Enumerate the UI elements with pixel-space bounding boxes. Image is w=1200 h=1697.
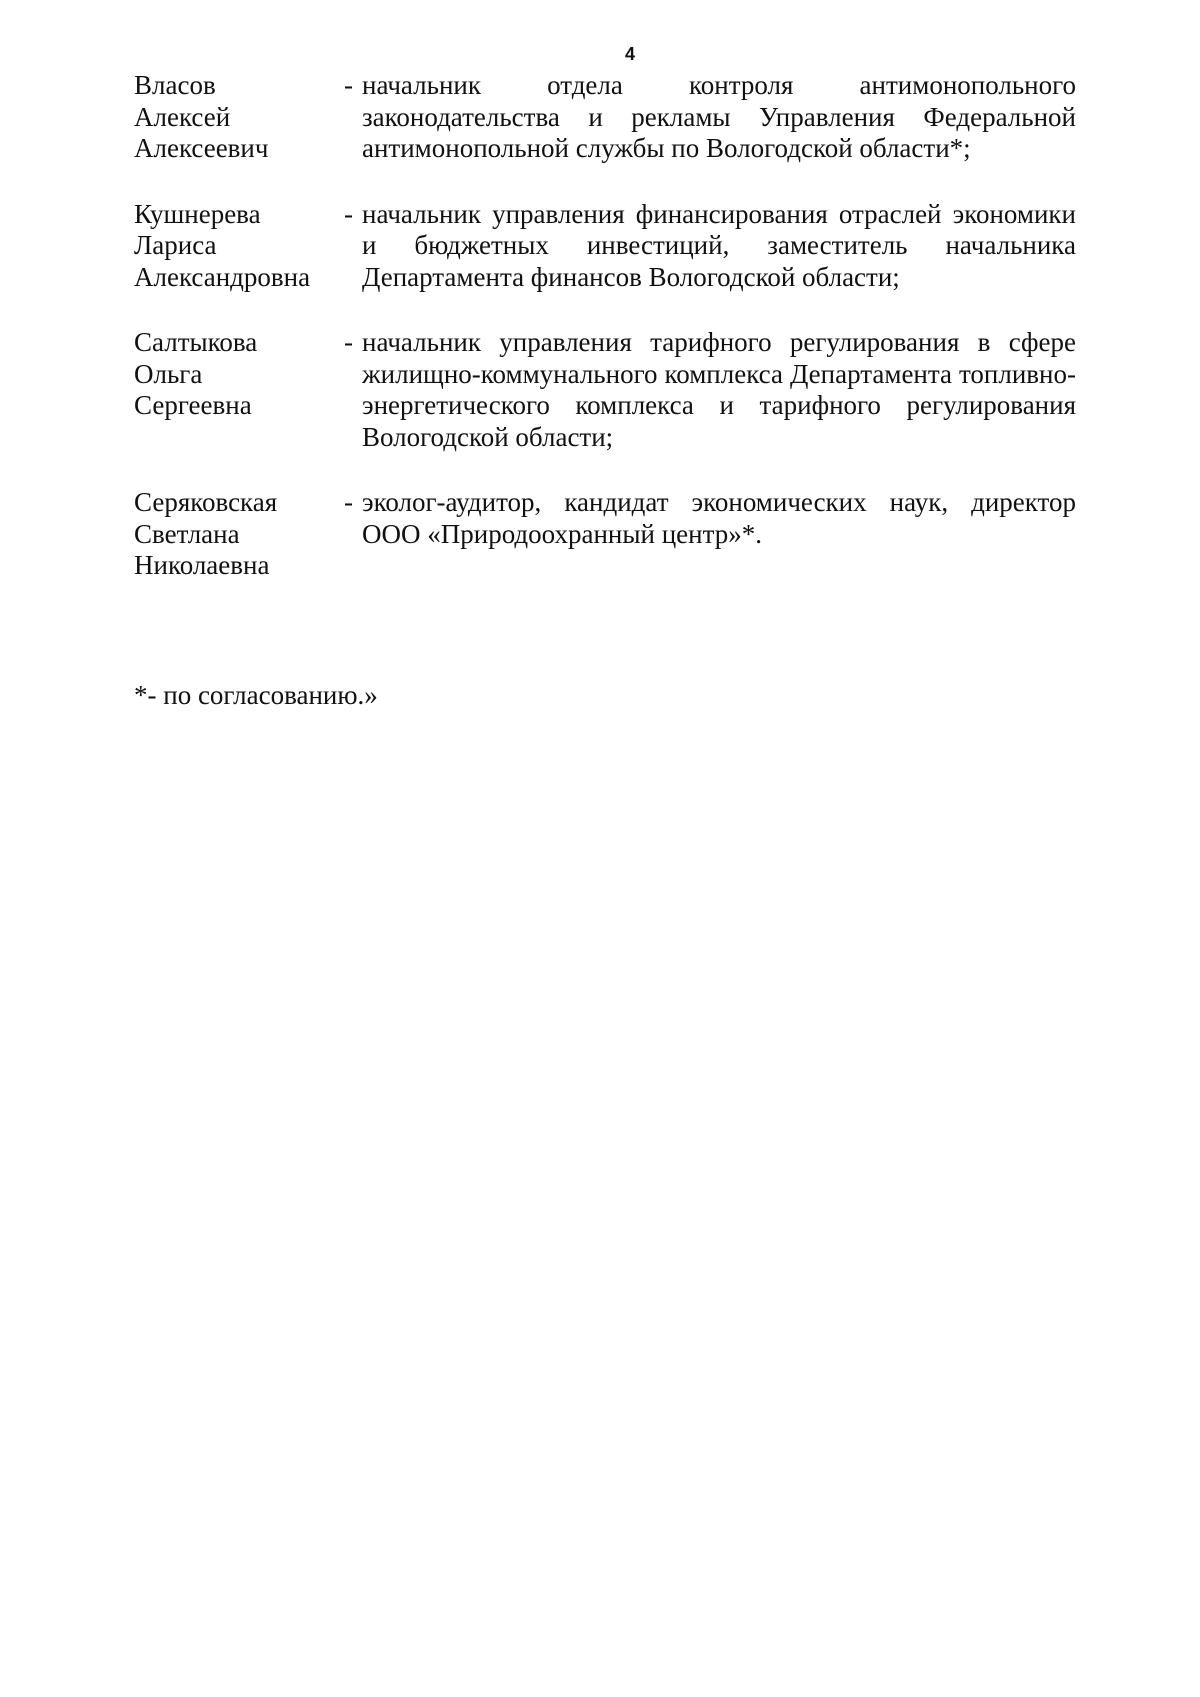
member-entry-kushnereva [134,199,1076,294]
member-surname: Кушнерева [134,198,261,229]
member-dash: - [344,198,353,229]
member-name [134,487,344,582]
member-position: начальник управления тарифного регулирования в сфере жилищно-коммунального комплекса Департамента топливно-энергетического комплекса и тарифного регулирования Вологодской области; [362,327,1076,452]
member-patronymic: Николаевна [134,550,270,580]
member-first-name: Алексей [134,101,231,132]
commission-members-list [134,70,1076,616]
member-first-name: Ольга [134,358,203,389]
member-dash: - [344,327,353,357]
member-first-name: Светлана [134,518,240,549]
member-position: эколог-аудитор, кандидат экономических наук, директор ООО «Природоохранный центр»*. [362,487,1076,549]
member-surname: Салтыкова [134,327,258,357]
member-position: начальник управления финансирования отраслей экономики и бюджетных инвестиций, заместитель начальника Департамента финансов Вологодской области; [362,198,1076,292]
member-position: начальник отдела контроля антимонопольного законодательства и рекламы Управления Федеральной антимонопольной службы по Вологодской области*; [362,70,1076,163]
member-name [134,70,344,165]
member-name [134,199,344,294]
member-entry-saltykova [134,327,1076,453]
page-number: 4 [624,44,635,64]
member-surname: Власов [134,70,216,100]
member-patronymic: Сергеевна [134,390,252,420]
member-entry-seryakovskaya [134,487,1076,582]
member-name [134,327,344,422]
member-surname: Серяковская [134,487,278,517]
member-first-name: Лариса [134,230,217,260]
footnote-by-agreement: *- по согласованию.» [134,680,378,710]
member-patronymic: Александровна [134,261,311,292]
member-dash: - [344,70,353,100]
member-dash: - [344,487,353,517]
member-entry-vlasov [134,70,1076,165]
member-patronymic: Алексеевич [134,133,269,163]
